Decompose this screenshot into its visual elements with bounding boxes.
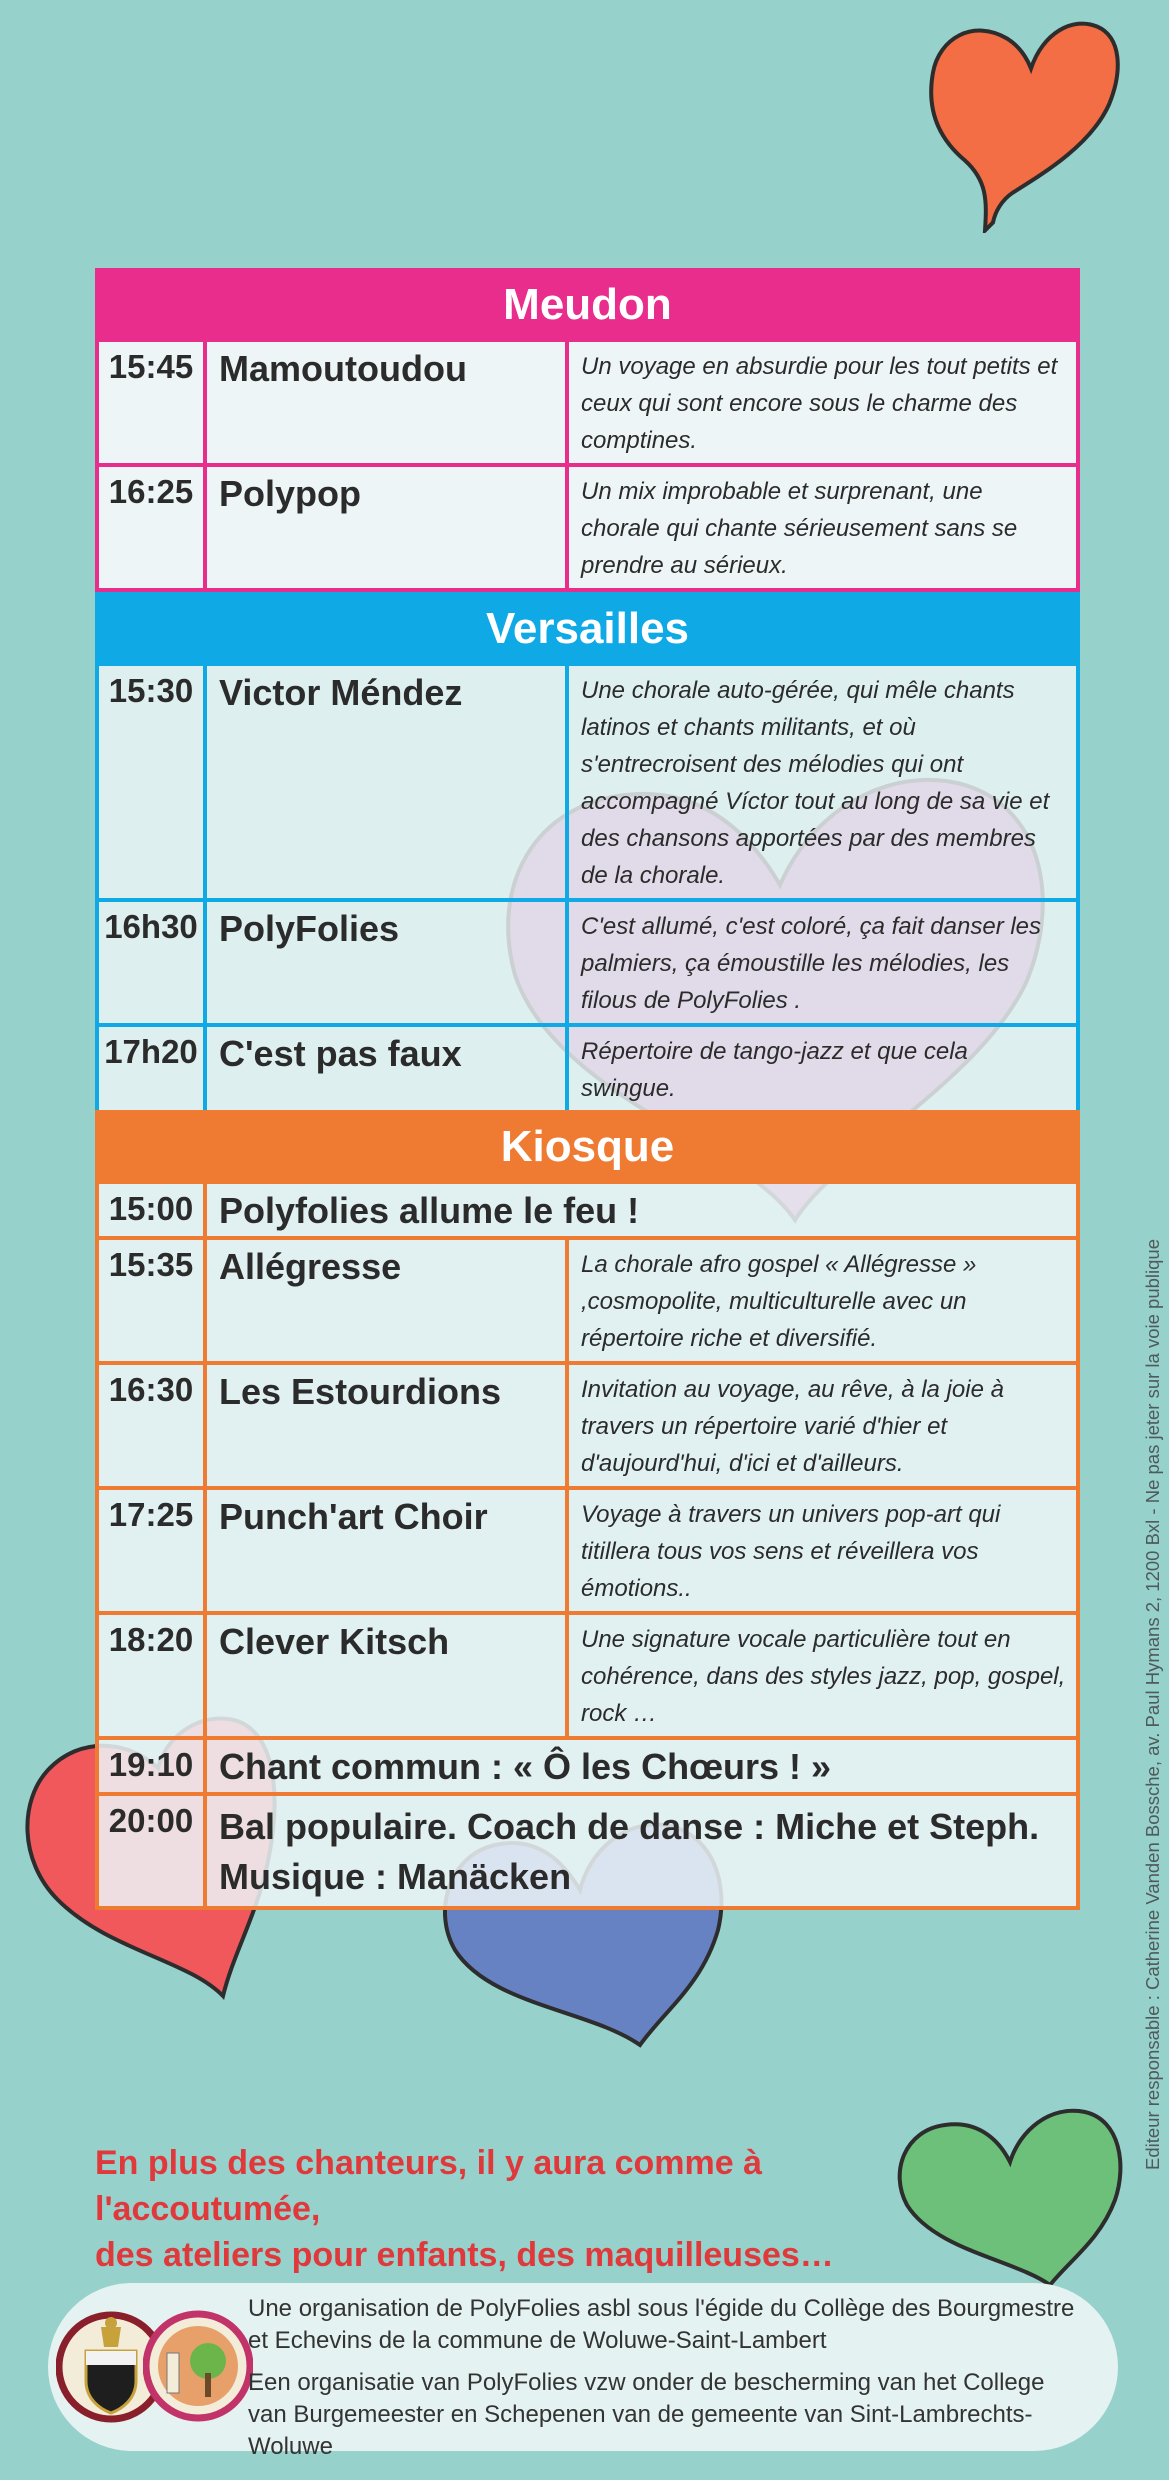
artist-name: Les Estourdions xyxy=(205,1363,567,1488)
stage-title-meudon: Meudon xyxy=(97,270,1078,340)
footer-text-fr: Une organisation de PolyFolies asbl sous l'égide du Collège des Bourgmestre et Echevins de la commune de Woluwe-Saint-Lambert xyxy=(248,2295,1075,2354)
artist-description: Invitation au voyage, au rêve, à la joie à travers un répertoire varié d'hier et d'aujourd'hui, d'ici et d'ailleurs. xyxy=(567,1363,1078,1488)
kiosque-schedule xyxy=(95,1110,1080,1910)
artist-name: Bal populaire. Coach de danse : Miche et Steph. Musique : Manäcken xyxy=(205,1794,1078,1908)
artist-name: Punch'art Choir xyxy=(205,1488,567,1613)
time-cell: 16h30 xyxy=(97,900,205,1025)
artist-name: Polyfolies allume le feu ! xyxy=(205,1182,1078,1238)
footer-text xyxy=(248,2293,1078,2473)
meudon-schedule xyxy=(95,268,1080,592)
tree-logo xyxy=(143,2301,253,2431)
versailles-schedule xyxy=(95,592,1080,1115)
stage-title-versailles: Versailles xyxy=(97,594,1078,664)
extra-line-2: des ateliers pour enfants, des maquilleuses… xyxy=(95,2236,834,2274)
time-cell: 17:25 xyxy=(97,1488,205,1613)
table-row xyxy=(97,900,1078,1025)
table-row xyxy=(97,465,1078,590)
artist-description: Répertoire de tango-jazz et que cela swingue. xyxy=(567,1025,1078,1113)
table-row xyxy=(97,1794,1078,1908)
footer-text-nl: Een organisatie van PolyFolies vzw onder de bescherming van het College van Burgemeester en Schepenen van de gemeente van Sint-Lambrechts-Woluwe xyxy=(248,2369,1045,2460)
table-row xyxy=(97,1182,1078,1238)
artist-name: Polypop xyxy=(205,465,567,590)
table-row xyxy=(97,1488,1078,1613)
table-row xyxy=(97,1238,1078,1363)
artist-description: Un voyage en absurdie pour les tout petits et ceux qui sont encore sous le charme des comptines. xyxy=(567,340,1078,465)
table-row xyxy=(97,1613,1078,1738)
time-cell: 20:00 xyxy=(97,1794,205,1908)
artist-description: Un mix improbable et surprenant, une chorale qui chante sérieusement sans se prendre au sérieux. xyxy=(567,465,1078,590)
artist-name: Victor Méndez xyxy=(205,664,567,900)
table-row xyxy=(97,1363,1078,1488)
extra-activities-note xyxy=(95,2140,995,2278)
time-cell: 15:45 xyxy=(97,340,205,465)
artist-description: Une chorale auto-gérée, qui mêle chants latinos et chants militants, et où s'entrecroisent des mélodies qui ont accompagné Víctor tout au long de sa vie et des chansons apportées par des membres de la chorale. xyxy=(567,664,1078,900)
artist-name: Allégresse xyxy=(205,1238,567,1363)
stage-title-kiosque: Kiosque xyxy=(97,1112,1078,1182)
artist-description: Voyage à travers un univers pop-art qui titillera tous vos sens et réveillera vos émotions.. xyxy=(567,1488,1078,1613)
orange-heart-icon xyxy=(925,8,1125,233)
editor-notice: Editeur responsable : Catherine Vanden Bossche, av. Paul Hymans 2, 1200 Bxl - Ne pas jeter sur la voie publique xyxy=(1142,1238,1163,2170)
footer-banner xyxy=(48,2283,1118,2460)
time-cell: 17h20 xyxy=(97,1025,205,1113)
artist-name: Mamoutoudou xyxy=(205,340,567,465)
time-cell: 19:10 xyxy=(97,1738,205,1794)
artist-name: Chant commun : « Ô les Chœurs ! » xyxy=(205,1738,1078,1794)
time-cell: 15:00 xyxy=(97,1182,205,1238)
time-cell: 16:25 xyxy=(97,465,205,590)
time-cell: 15:35 xyxy=(97,1238,205,1363)
table-row xyxy=(97,664,1078,900)
artist-name: PolyFolies xyxy=(205,900,567,1025)
table-row xyxy=(97,340,1078,465)
artist-name: Clever Kitsch xyxy=(205,1613,567,1738)
artist-description: C'est allumé, c'est coloré, ça fait danser les palmiers, ça émoustille les mélodies, les filous de PolyFolies . xyxy=(567,900,1078,1025)
table-row xyxy=(97,1738,1078,1794)
artist-description: Une signature vocale particulière tout en cohérence, dans des styles jazz, pop, gospel, rock … xyxy=(567,1613,1078,1738)
time-cell: 15:30 xyxy=(97,664,205,900)
artist-name: C'est pas faux xyxy=(205,1025,567,1113)
time-cell: 18:20 xyxy=(97,1613,205,1738)
artist-description: La chorale afro gospel « Allégresse » ,cosmopolite, multiculturelle avec un répertoire riche et diversifié. xyxy=(567,1238,1078,1363)
time-cell: 16:30 xyxy=(97,1363,205,1488)
extra-line-1: En plus des chanteurs, il y aura comme à l'accoutumée, xyxy=(95,2144,763,2228)
table-row xyxy=(97,1025,1078,1113)
